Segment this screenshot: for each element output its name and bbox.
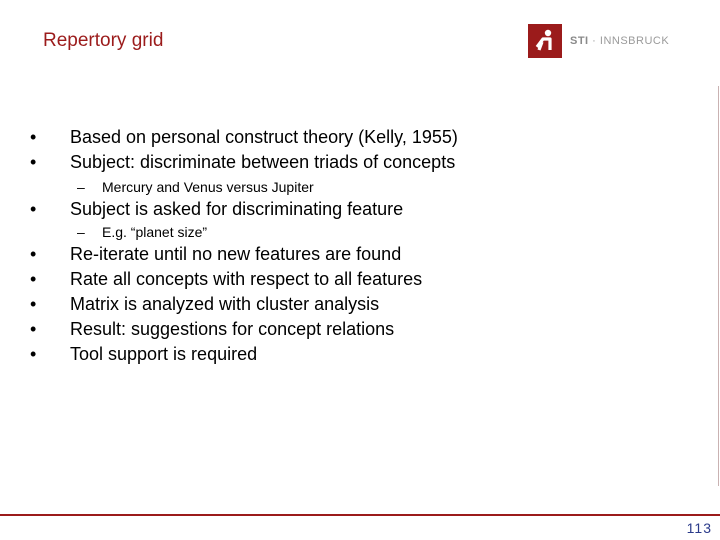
bullet-item — [30, 244, 401, 265]
logo-text — [570, 35, 669, 47]
bullet-dot: • — [30, 199, 37, 219]
bullet-dot: • — [30, 344, 37, 364]
bullet-text: Matrix is analyzed with cluster analysis — [70, 294, 380, 314]
sti-innsbruck-logo — [528, 24, 669, 58]
logo-brand: STI — [570, 35, 589, 47]
page-number: 113 — [686, 520, 712, 536]
bullet-dot: • — [30, 319, 37, 339]
bullet-item — [30, 127, 458, 148]
sti-logo-icon — [528, 24, 562, 58]
bullet-item — [30, 199, 403, 220]
bullet-text: Tool support is required — [70, 344, 258, 364]
bullet-dot: • — [30, 269, 37, 289]
sub-bullet-text: E.g. “planet size” — [102, 224, 208, 240]
bullet-text: Result: suggestions for concept relations — [70, 319, 395, 339]
sub-bullet-dash: – — [77, 179, 85, 195]
bullet-item — [30, 152, 455, 173]
sub-bullet-text: Mercury and Venus versus Jupiter — [102, 179, 314, 195]
sub-bullet-dash: – — [77, 224, 85, 240]
bullet-text: Based on personal construct theory (Kelly, 1955) — [70, 127, 458, 147]
sub-bullet-item — [77, 179, 314, 195]
bullet-dot: • — [30, 294, 37, 314]
bullet-item — [30, 344, 257, 365]
footer-divider — [0, 514, 720, 516]
bullet-dot: • — [30, 152, 37, 172]
bullet-item — [30, 294, 379, 315]
bullet-item — [30, 319, 394, 340]
bullet-item — [30, 269, 422, 290]
right-divider — [718, 86, 719, 486]
bullet-text: Subject is asked for discriminating feature — [70, 199, 404, 219]
logo-place: INNSBRUCK — [599, 35, 670, 47]
bullet-dot: • — [30, 244, 37, 264]
bullet-text: Re-iterate until no new features are found — [70, 244, 402, 264]
slide-title: Repertory grid — [43, 30, 164, 51]
logo-separator: · — [588, 35, 600, 47]
sub-bullet-item — [77, 224, 207, 240]
bullet-text: Subject: discriminate between triads of concepts — [70, 152, 456, 172]
bullet-text: Rate all concepts with respect to all features — [70, 269, 423, 289]
bullet-dot: • — [30, 127, 37, 147]
